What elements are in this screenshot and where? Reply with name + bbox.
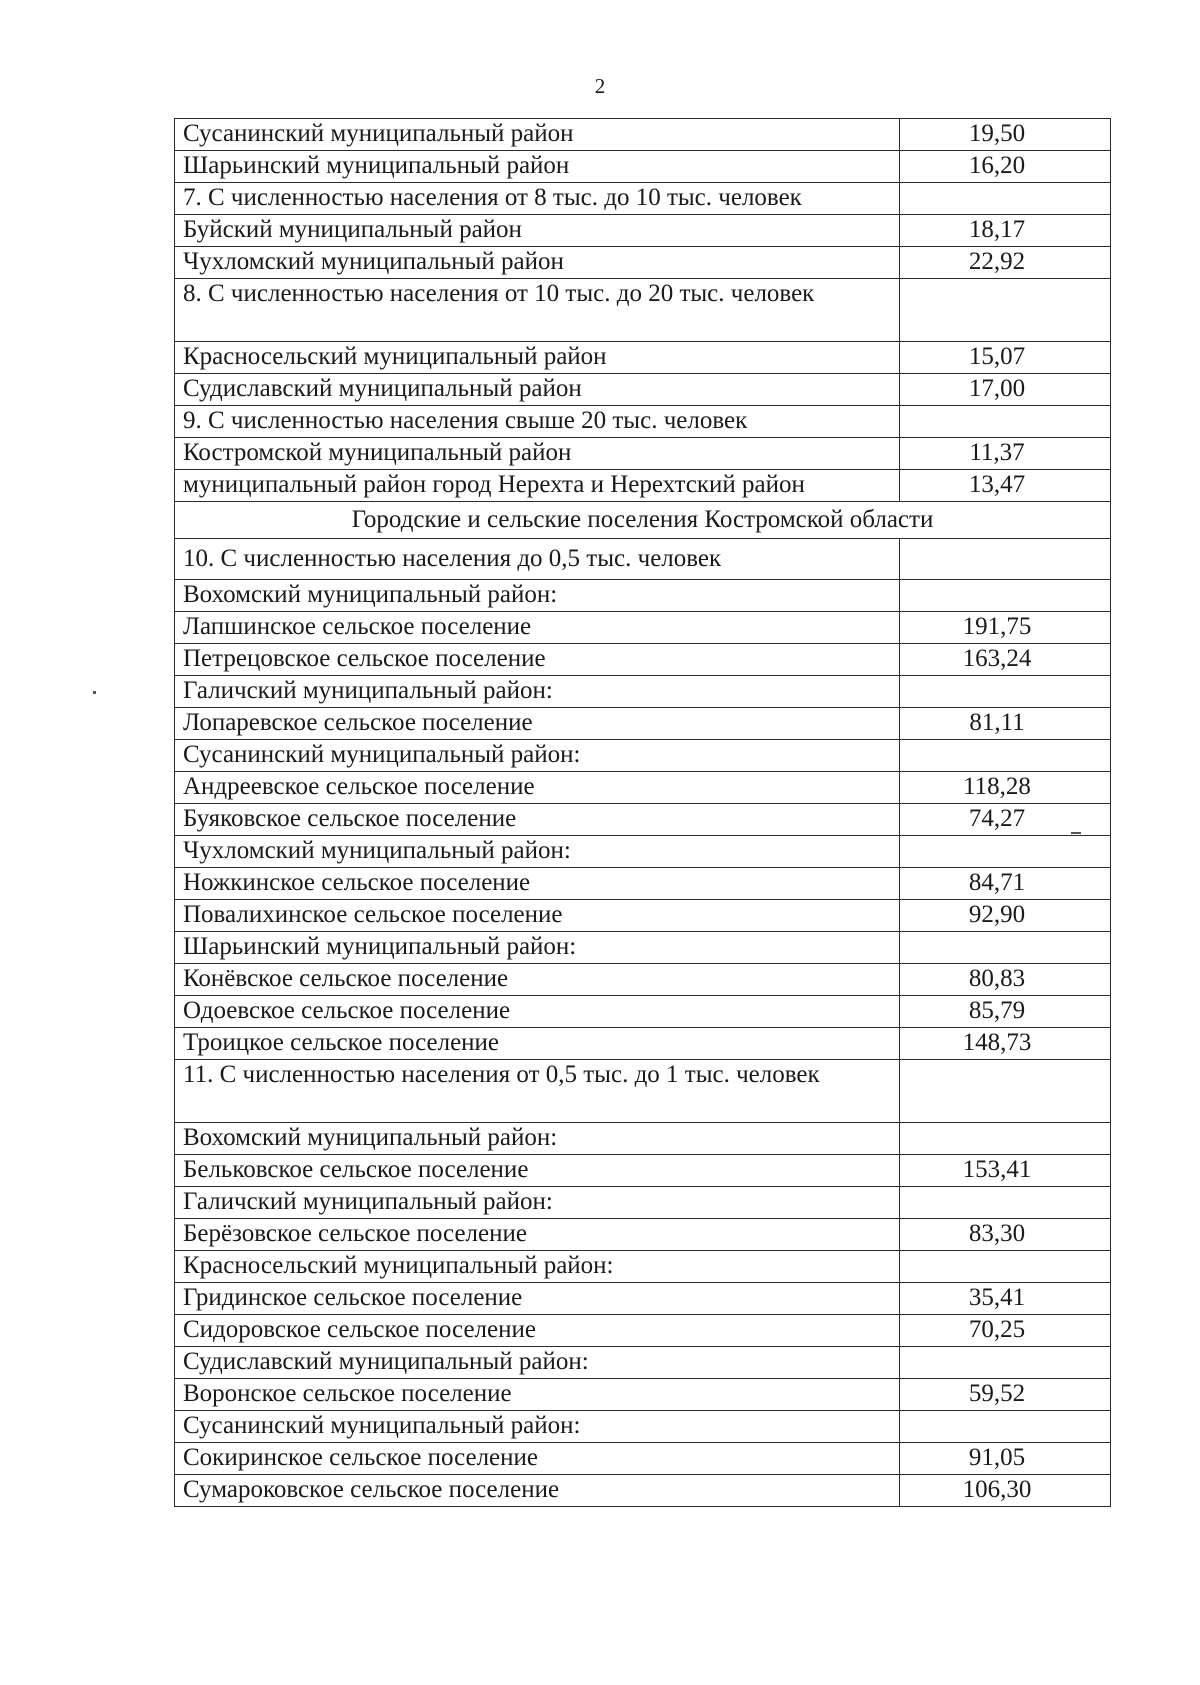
row-value: 18,17 bbox=[900, 215, 1111, 247]
row-name: Сидоровское сельское поселение bbox=[175, 1315, 900, 1347]
rates-table bbox=[174, 118, 1111, 1507]
district-row bbox=[175, 1187, 1111, 1219]
row-value bbox=[900, 836, 1111, 868]
district-name: Галичский муниципальный район: bbox=[175, 1187, 900, 1219]
group-header-row bbox=[175, 1060, 1111, 1123]
table-row bbox=[175, 1219, 1111, 1251]
row-name: Лапшинское сельское поселение bbox=[175, 612, 900, 644]
row-name: Петрецовское сельское поселение bbox=[175, 644, 900, 676]
section-header-row bbox=[175, 502, 1111, 539]
table-row bbox=[175, 1155, 1111, 1187]
row-name: Буйский муниципальный район bbox=[175, 215, 900, 247]
table-row bbox=[175, 119, 1111, 151]
row-value: 15,07 bbox=[900, 342, 1111, 374]
row-name: муниципальный район город Нерехта и Нерехтский район bbox=[175, 470, 900, 502]
row-value: 163,24 bbox=[900, 644, 1111, 676]
row-value: 13,47 bbox=[900, 470, 1111, 502]
table-row bbox=[175, 1475, 1111, 1507]
district-row bbox=[175, 740, 1111, 772]
group-header-row bbox=[175, 539, 1111, 580]
district-name: Вохомский муниципальный район: bbox=[175, 1123, 900, 1155]
district-name: Сусанинский муниципальный район: bbox=[175, 1411, 900, 1443]
row-value bbox=[900, 1187, 1111, 1219]
table-row bbox=[175, 1283, 1111, 1315]
row-name: Повалихинское сельское поселение bbox=[175, 900, 900, 932]
row-value: 19,50 bbox=[900, 119, 1111, 151]
row-value bbox=[900, 1251, 1111, 1283]
row-name: Андреевское сельское поселение bbox=[175, 772, 900, 804]
row-value bbox=[900, 406, 1111, 438]
table-row bbox=[175, 342, 1111, 374]
group-header: 9. С численностью населения свыше 20 тыс. человек bbox=[175, 406, 900, 438]
row-name: Буяковское сельское поселение bbox=[175, 804, 900, 836]
row-value bbox=[900, 1347, 1111, 1379]
scan-speck bbox=[93, 691, 96, 694]
table-row bbox=[175, 1443, 1111, 1475]
row-value bbox=[900, 580, 1111, 612]
district-name: Судиславский муниципальный район: bbox=[175, 1347, 900, 1379]
table-row bbox=[175, 612, 1111, 644]
row-value: 118,28 bbox=[900, 772, 1111, 804]
row-value bbox=[900, 740, 1111, 772]
group-header-row bbox=[175, 183, 1111, 215]
row-value: 74,27 bbox=[900, 804, 1111, 836]
row-name: Гридинское сельское поселение bbox=[175, 1283, 900, 1315]
row-value: 80,83 bbox=[900, 964, 1111, 996]
row-value: 85,79 bbox=[900, 996, 1111, 1028]
row-value: 91,05 bbox=[900, 1443, 1111, 1475]
district-name: Шарьинский муниципальный район: bbox=[175, 932, 900, 964]
row-value: 106,30 bbox=[900, 1475, 1111, 1507]
row-value bbox=[900, 932, 1111, 964]
row-name: Одоевское сельское поселение bbox=[175, 996, 900, 1028]
table-row bbox=[175, 247, 1111, 279]
group-header-row bbox=[175, 406, 1111, 438]
row-value: 92,90 bbox=[900, 900, 1111, 932]
row-value bbox=[900, 183, 1111, 215]
row-value: 153,41 bbox=[900, 1155, 1111, 1187]
row-value: 17,00 bbox=[900, 374, 1111, 406]
row-value: 83,30 bbox=[900, 1219, 1111, 1251]
row-name: Сумароковское сельское поселение bbox=[175, 1475, 900, 1507]
table-row bbox=[175, 644, 1111, 676]
table-row bbox=[175, 1379, 1111, 1411]
row-value: 70,25 bbox=[900, 1315, 1111, 1347]
row-name: Сусанинский муниципальный район bbox=[175, 119, 900, 151]
district-row bbox=[175, 1123, 1111, 1155]
scan-speck bbox=[1071, 832, 1081, 834]
row-name: Чухломский муниципальный район bbox=[175, 247, 900, 279]
district-row bbox=[175, 580, 1111, 612]
row-value: 191,75 bbox=[900, 612, 1111, 644]
page-number: 2 bbox=[594, 74, 606, 98]
row-name: Бельковское сельское поселение bbox=[175, 1155, 900, 1187]
section-header: Городские и сельские поселения Костромской области bbox=[175, 502, 1111, 539]
table-row bbox=[175, 772, 1111, 804]
district-name: Чухломский муниципальный район: bbox=[175, 836, 900, 868]
row-name: Берёзовское сельское поселение bbox=[175, 1219, 900, 1251]
row-name: Красносельский муниципальный район bbox=[175, 342, 900, 374]
table-row bbox=[175, 374, 1111, 406]
group-header: 11. С численностью населения от 0,5 тыс. до 1 тыс. человек bbox=[175, 1060, 900, 1123]
table-row bbox=[175, 151, 1111, 183]
row-value: 84,71 bbox=[900, 868, 1111, 900]
group-header: 7. С численностью населения от 8 тыс. до 10 тыс. человек bbox=[175, 183, 900, 215]
district-name: Сусанинский муниципальный район: bbox=[175, 740, 900, 772]
district-row bbox=[175, 932, 1111, 964]
row-value: 148,73 bbox=[900, 1028, 1111, 1060]
row-name: Лопаревское сельское поселение bbox=[175, 708, 900, 740]
table-row bbox=[175, 1315, 1111, 1347]
table-row bbox=[175, 900, 1111, 932]
table-row bbox=[175, 964, 1111, 996]
row-name: Сокиринское сельское поселение bbox=[175, 1443, 900, 1475]
row-name: Ножкинское сельское поселение bbox=[175, 868, 900, 900]
row-value: 35,41 bbox=[900, 1283, 1111, 1315]
table-row bbox=[175, 438, 1111, 470]
row-name: Шарьинский муниципальный район bbox=[175, 151, 900, 183]
table-row bbox=[175, 470, 1111, 502]
row-value bbox=[900, 1123, 1111, 1155]
district-name: Красносельский муниципальный район: bbox=[175, 1251, 900, 1283]
table-row bbox=[175, 708, 1111, 740]
table-row bbox=[175, 804, 1111, 836]
row-value bbox=[900, 539, 1111, 580]
row-value: 11,37 bbox=[900, 438, 1111, 470]
group-header: 8. С численностью населения от 10 тыс. до 20 тыс. человек bbox=[175, 279, 900, 342]
district-row bbox=[175, 1411, 1111, 1443]
row-name: Троицкое сельское поселение bbox=[175, 1028, 900, 1060]
row-value bbox=[900, 1411, 1111, 1443]
row-name: Костромской муниципальный район bbox=[175, 438, 900, 470]
table-row bbox=[175, 215, 1111, 247]
row-name: Конёвское сельское поселение bbox=[175, 964, 900, 996]
table-row bbox=[175, 868, 1111, 900]
district-name: Вохомский муниципальный район: bbox=[175, 580, 900, 612]
row-value: 22,92 bbox=[900, 247, 1111, 279]
row-value bbox=[900, 676, 1111, 708]
district-row bbox=[175, 1347, 1111, 1379]
row-value: 16,20 bbox=[900, 151, 1111, 183]
district-row bbox=[175, 1251, 1111, 1283]
row-value bbox=[900, 279, 1111, 342]
district-name: Галичский муниципальный район: bbox=[175, 676, 900, 708]
group-header-row bbox=[175, 279, 1111, 342]
row-value: 59,52 bbox=[900, 1379, 1111, 1411]
table-row bbox=[175, 996, 1111, 1028]
row-value bbox=[900, 1060, 1111, 1123]
district-row bbox=[175, 836, 1111, 868]
group-header: 10. С численностью населения до 0,5 тыс. человек bbox=[175, 539, 900, 580]
row-name: Судиславский муниципальный район bbox=[175, 374, 900, 406]
row-value: 81,11 bbox=[900, 708, 1111, 740]
row-name: Воронское сельское поселение bbox=[175, 1379, 900, 1411]
table-row bbox=[175, 1028, 1111, 1060]
district-row bbox=[175, 676, 1111, 708]
